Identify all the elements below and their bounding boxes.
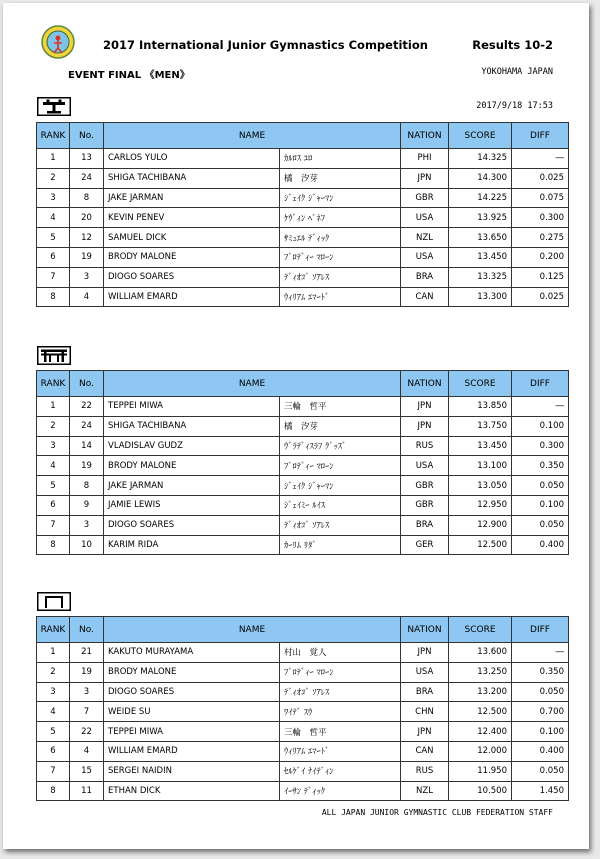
score-header: SCORE bbox=[449, 371, 512, 397]
athlete-name-katakana-cell: ｳﾞﾗﾃﾞｨｽﾗﾌ ｸﾞｯｽﾞ bbox=[280, 436, 401, 456]
number-cell: 19 bbox=[70, 456, 104, 476]
diff-header: DIFF bbox=[512, 617, 569, 643]
diff-cell: 0.300 bbox=[512, 208, 569, 228]
number-cell: 22 bbox=[70, 722, 104, 742]
table-row bbox=[37, 702, 569, 722]
diff-cell: 0.025 bbox=[512, 168, 569, 188]
diff-cell: 0.050 bbox=[512, 761, 569, 781]
athlete-name-katakana-cell: ｼﾞｪｲｸ ｼﾞｬｰﾏﾝ bbox=[280, 476, 401, 496]
table-row bbox=[37, 535, 569, 555]
rank-cell: 6 bbox=[37, 495, 70, 515]
rank-cell: 8 bbox=[37, 535, 70, 555]
score-cell: 12.950 bbox=[449, 495, 512, 515]
parallel-bars-icon bbox=[37, 346, 71, 365]
rank-cell: 8 bbox=[37, 287, 70, 307]
table-row bbox=[37, 228, 569, 248]
rank-cell: 1 bbox=[37, 397, 70, 417]
table-row bbox=[37, 416, 569, 436]
athlete-name-cell: TEPPEI MIWA bbox=[104, 397, 280, 417]
table-row bbox=[37, 643, 569, 663]
athlete-name-cell: KAKUTO MURAYAMA bbox=[104, 643, 280, 663]
score-cell: 13.750 bbox=[449, 416, 512, 436]
table-row bbox=[37, 247, 569, 267]
diff-cell: 0.100 bbox=[512, 722, 569, 742]
number-cell: 22 bbox=[70, 397, 104, 417]
rank-header: RANK bbox=[37, 617, 70, 643]
score-cell: 13.325 bbox=[449, 267, 512, 287]
nation-header: NATION bbox=[401, 371, 449, 397]
score-cell: 13.925 bbox=[449, 208, 512, 228]
nation-cell: USA bbox=[401, 247, 449, 267]
score-cell: 14.225 bbox=[449, 188, 512, 208]
rank-cell: 6 bbox=[37, 741, 70, 761]
number-cell: 14 bbox=[70, 436, 104, 456]
athlete-name-katakana-cell: 村山 覚人 bbox=[280, 643, 401, 663]
nation-cell: JPN bbox=[401, 168, 449, 188]
table-row bbox=[37, 495, 569, 515]
nation-header: NATION bbox=[401, 123, 449, 149]
name-header: NAME bbox=[104, 617, 401, 643]
rank-cell: 4 bbox=[37, 456, 70, 476]
nation-cell: GER bbox=[401, 535, 449, 555]
athlete-name-katakana-cell: ｳｨﾘｱﾑ ｴﾏｰﾄﾞ bbox=[280, 287, 401, 307]
rank-cell: 5 bbox=[37, 722, 70, 742]
number-cell: 3 bbox=[70, 267, 104, 287]
rank-header: RANK bbox=[37, 123, 70, 149]
number-cell: 3 bbox=[70, 682, 104, 702]
score-cell: 14.325 bbox=[449, 149, 512, 169]
athlete-name-cell: ETHAN DICK bbox=[104, 781, 280, 801]
number-cell: 12 bbox=[70, 228, 104, 248]
rank-cell: 3 bbox=[37, 682, 70, 702]
table-row bbox=[37, 761, 569, 781]
table-row bbox=[37, 436, 569, 456]
table-row bbox=[37, 722, 569, 742]
table-row bbox=[37, 287, 569, 307]
diff-cell: 0.700 bbox=[512, 702, 569, 722]
athlete-name-cell: DIOGO SOARES bbox=[104, 515, 280, 535]
diff-cell: 0.075 bbox=[512, 188, 569, 208]
table-row bbox=[37, 188, 569, 208]
nation-cell: JPN bbox=[401, 416, 449, 436]
score-cell: 12.000 bbox=[449, 741, 512, 761]
athlete-name-katakana-cell: ｶﾙﾛｽ ﾕﾛ bbox=[280, 149, 401, 169]
nation-cell: GBR bbox=[401, 188, 449, 208]
score-cell: 13.250 bbox=[449, 662, 512, 682]
nation-cell: RUS bbox=[401, 436, 449, 456]
name-header: NAME bbox=[104, 123, 401, 149]
nation-cell: PHI bbox=[401, 149, 449, 169]
diff-cell: 0.025 bbox=[512, 287, 569, 307]
number-cell: 11 bbox=[70, 781, 104, 801]
diff-cell: 0.300 bbox=[512, 436, 569, 456]
athlete-name-cell: DIOGO SOARES bbox=[104, 267, 280, 287]
footer-credit: ALL JAPAN JUNIOR GYMNASTIC CLUB FEDERATION STAFF bbox=[321, 808, 553, 817]
rank-cell: 5 bbox=[37, 228, 70, 248]
athlete-name-katakana-cell: ﾜｲﾃﾞ ｽｳ bbox=[280, 702, 401, 722]
nation-cell: BRA bbox=[401, 515, 449, 535]
rank-cell: 1 bbox=[37, 149, 70, 169]
diff-cell: 0.275 bbox=[512, 228, 569, 248]
nation-cell: USA bbox=[401, 208, 449, 228]
number-header: No. bbox=[70, 617, 104, 643]
score-cell: 14.300 bbox=[449, 168, 512, 188]
table-row bbox=[37, 168, 569, 188]
table-row bbox=[37, 456, 569, 476]
athlete-name-cell: BRODY MALONE bbox=[104, 662, 280, 682]
diff-cell: 1.450 bbox=[512, 781, 569, 801]
table-header-row bbox=[37, 123, 569, 149]
diff-cell: 0.350 bbox=[512, 456, 569, 476]
athlete-name-cell: JAKE JARMAN bbox=[104, 476, 280, 496]
nation-cell: NZL bbox=[401, 781, 449, 801]
table-row bbox=[37, 397, 569, 417]
timestamp: 2017/9/18 17:53 bbox=[476, 101, 553, 111]
diff-cell: 0.350 bbox=[512, 662, 569, 682]
rank-cell: 3 bbox=[37, 188, 70, 208]
diff-header: DIFF bbox=[512, 123, 569, 149]
rank-cell: 7 bbox=[37, 515, 70, 535]
rank-cell: 2 bbox=[37, 662, 70, 682]
table-row bbox=[37, 741, 569, 761]
rank-cell: 1 bbox=[37, 643, 70, 663]
rank-cell: 6 bbox=[37, 247, 70, 267]
nation-header: NATION bbox=[401, 617, 449, 643]
results-number: Results 10-2 bbox=[472, 38, 553, 52]
number-cell: 19 bbox=[70, 247, 104, 267]
nation-cell: RUS bbox=[401, 761, 449, 781]
score-cell: 13.850 bbox=[449, 397, 512, 417]
score-cell: 13.450 bbox=[449, 436, 512, 456]
nation-cell: JPN bbox=[401, 397, 449, 417]
rank-cell: 8 bbox=[37, 781, 70, 801]
diff-cell: 0.400 bbox=[512, 535, 569, 555]
number-cell: 8 bbox=[70, 188, 104, 208]
number-cell: 7 bbox=[70, 702, 104, 722]
number-cell: 9 bbox=[70, 495, 104, 515]
diff-cell: 0.100 bbox=[512, 495, 569, 515]
rank-cell: 2 bbox=[37, 416, 70, 436]
athlete-name-cell: BRODY MALONE bbox=[104, 456, 280, 476]
table-row bbox=[37, 781, 569, 801]
number-cell: 4 bbox=[70, 741, 104, 761]
score-cell: 13.050 bbox=[449, 476, 512, 496]
parallel-bars-results-table bbox=[36, 370, 569, 555]
nation-cell: BRA bbox=[401, 267, 449, 287]
table-header-row bbox=[37, 371, 569, 397]
athlete-name-cell: KEVIN PENEV bbox=[104, 208, 280, 228]
horizontal-bar-icon bbox=[37, 592, 71, 611]
athlete-name-katakana-cell: 三輪 哲平 bbox=[280, 722, 401, 742]
nation-cell: NZL bbox=[401, 228, 449, 248]
rank-cell: 3 bbox=[37, 436, 70, 456]
diff-cell: ― bbox=[512, 397, 569, 417]
athlete-name-cell: WEIDE SU bbox=[104, 702, 280, 722]
athlete-name-katakana-cell: ﾃﾞｨｵｺﾞ ｿｱﾚｽ bbox=[280, 267, 401, 287]
pommel-horse-results-table bbox=[36, 122, 569, 307]
athlete-name-cell: SHIGA TACHIBANA bbox=[104, 416, 280, 436]
score-header: SCORE bbox=[449, 617, 512, 643]
rank-cell: 7 bbox=[37, 267, 70, 287]
number-cell: 10 bbox=[70, 535, 104, 555]
athlete-name-cell: KARIM RIDA bbox=[104, 535, 280, 555]
score-cell: 12.900 bbox=[449, 515, 512, 535]
athlete-name-cell: CARLOS YULO bbox=[104, 149, 280, 169]
athlete-name-katakana-cell: ｳｨﾘｱﾑ ｴﾏｰﾄﾞ bbox=[280, 741, 401, 761]
diff-cell: ― bbox=[512, 643, 569, 663]
location: YOKOHAMA JAPAN bbox=[481, 67, 553, 77]
athlete-name-katakana-cell: ﾃﾞｨｵｺﾞ ｿｱﾚｽ bbox=[280, 515, 401, 535]
diff-header: DIFF bbox=[512, 371, 569, 397]
athlete-name-katakana-cell: ﾃﾞｨｵｺﾞ ｿｱﾚｽ bbox=[280, 682, 401, 702]
number-cell: 24 bbox=[70, 416, 104, 436]
nation-cell: JPN bbox=[401, 722, 449, 742]
score-cell: 12.500 bbox=[449, 535, 512, 555]
score-cell: 13.100 bbox=[449, 456, 512, 476]
number-cell: 13 bbox=[70, 149, 104, 169]
score-cell: 13.450 bbox=[449, 247, 512, 267]
athlete-name-katakana-cell: ｾﾙｹﾞｲ ﾅｲﾃﾞｨﾝ bbox=[280, 761, 401, 781]
diff-cell: 0.050 bbox=[512, 515, 569, 535]
rank-cell: 7 bbox=[37, 761, 70, 781]
number-cell: 15 bbox=[70, 761, 104, 781]
table-row bbox=[37, 476, 569, 496]
table-row bbox=[37, 662, 569, 682]
number-header: No. bbox=[70, 371, 104, 397]
number-cell: 3 bbox=[70, 515, 104, 535]
rank-cell: 4 bbox=[37, 208, 70, 228]
athlete-name-katakana-cell: ﾌﾞﾛﾃﾞｨｰ ﾏﾛｰﾝ bbox=[280, 247, 401, 267]
nation-cell: CHN bbox=[401, 702, 449, 722]
athlete-name-katakana-cell: ｼﾞｪｲｸ ｼﾞｬｰﾏﾝ bbox=[280, 188, 401, 208]
athlete-name-katakana-cell: ｲｰｻﾝ ﾃﾞｨｯｸ bbox=[280, 781, 401, 801]
score-cell: 11.950 bbox=[449, 761, 512, 781]
athlete-name-cell: TEPPEI MIWA bbox=[104, 722, 280, 742]
rank-header: RANK bbox=[37, 371, 70, 397]
nation-cell: JPN bbox=[401, 643, 449, 663]
rank-cell: 4 bbox=[37, 702, 70, 722]
athlete-name-cell: WILLIAM EMARD bbox=[104, 741, 280, 761]
nation-cell: USA bbox=[401, 456, 449, 476]
athlete-name-katakana-cell: ﾌﾞﾛﾃﾞｨｰ ﾏﾛｰﾝ bbox=[280, 662, 401, 682]
number-cell: 24 bbox=[70, 168, 104, 188]
table-row bbox=[37, 682, 569, 702]
athlete-name-cell: SHIGA TACHIBANA bbox=[104, 168, 280, 188]
event-title: EVENT FINAL 《MEN》 bbox=[68, 70, 190, 81]
table-row bbox=[37, 208, 569, 228]
nation-cell: CAN bbox=[401, 287, 449, 307]
score-cell: 13.600 bbox=[449, 643, 512, 663]
diff-cell: 0.100 bbox=[512, 416, 569, 436]
rank-cell: 2 bbox=[37, 168, 70, 188]
table-header-row bbox=[37, 617, 569, 643]
score-cell: 13.200 bbox=[449, 682, 512, 702]
diff-cell: 0.050 bbox=[512, 476, 569, 496]
nation-cell: USA bbox=[401, 662, 449, 682]
diff-cell: 0.200 bbox=[512, 247, 569, 267]
number-cell: 4 bbox=[70, 287, 104, 307]
athlete-name-cell: VLADISLAV GUDZ bbox=[104, 436, 280, 456]
nation-cell: GBR bbox=[401, 476, 449, 496]
federation-logo-icon bbox=[41, 25, 75, 59]
score-cell: 12.400 bbox=[449, 722, 512, 742]
athlete-name-katakana-cell: ｻﾐｭｴﾙ ﾃﾞｨｯｸ bbox=[280, 228, 401, 248]
athlete-name-katakana-cell: 橘 汐芽 bbox=[280, 416, 401, 436]
diff-cell: 0.050 bbox=[512, 682, 569, 702]
score-cell: 12.500 bbox=[449, 702, 512, 722]
athlete-name-cell: BRODY MALONE bbox=[104, 247, 280, 267]
page-title: 2017 International Junior Gymnastics Competition bbox=[103, 38, 428, 52]
athlete-name-katakana-cell: ﾌﾞﾛﾃﾞｨｰ ﾏﾛｰﾝ bbox=[280, 456, 401, 476]
nation-cell: GBR bbox=[401, 495, 449, 515]
score-header: SCORE bbox=[449, 123, 512, 149]
score-cell: 13.650 bbox=[449, 228, 512, 248]
athlete-name-cell: SAMUEL DICK bbox=[104, 228, 280, 248]
athlete-name-cell: SERGEI NAIDIN bbox=[104, 761, 280, 781]
athlete-name-cell: WILLIAM EMARD bbox=[104, 287, 280, 307]
athlete-name-katakana-cell: ｹｳﾞｨﾝ ﾍﾟﾈﾌ bbox=[280, 208, 401, 228]
diff-cell: ― bbox=[512, 149, 569, 169]
score-cell: 13.300 bbox=[449, 287, 512, 307]
athlete-name-cell: DIOGO SOARES bbox=[104, 682, 280, 702]
athlete-name-katakana-cell: ｶｰﾘﾑ ﾘﾀﾞ bbox=[280, 535, 401, 555]
athlete-name-cell: JAKE JARMAN bbox=[104, 188, 280, 208]
results-sheet bbox=[3, 3, 589, 849]
table-row bbox=[37, 515, 569, 535]
score-cell: 10.500 bbox=[449, 781, 512, 801]
nation-cell: CAN bbox=[401, 741, 449, 761]
number-cell: 19 bbox=[70, 662, 104, 682]
horizontal-bar-results-table bbox=[36, 616, 569, 801]
table-row bbox=[37, 267, 569, 287]
athlete-name-cell: JAMIE LEWIS bbox=[104, 495, 280, 515]
rank-cell: 5 bbox=[37, 476, 70, 496]
athlete-name-katakana-cell: 橘 汐芽 bbox=[280, 168, 401, 188]
pommel-horse-icon bbox=[37, 97, 71, 116]
number-header: No. bbox=[70, 123, 104, 149]
athlete-name-katakana-cell: 三輪 哲平 bbox=[280, 397, 401, 417]
number-cell: 21 bbox=[70, 643, 104, 663]
diff-cell: 0.400 bbox=[512, 741, 569, 761]
number-cell: 20 bbox=[70, 208, 104, 228]
name-header: NAME bbox=[104, 371, 401, 397]
diff-cell: 0.125 bbox=[512, 267, 569, 287]
nation-cell: BRA bbox=[401, 682, 449, 702]
athlete-name-katakana-cell: ｼﾞｪｲﾐｰ ﾙｲｽ bbox=[280, 495, 401, 515]
table-row bbox=[37, 149, 569, 169]
number-cell: 8 bbox=[70, 476, 104, 496]
